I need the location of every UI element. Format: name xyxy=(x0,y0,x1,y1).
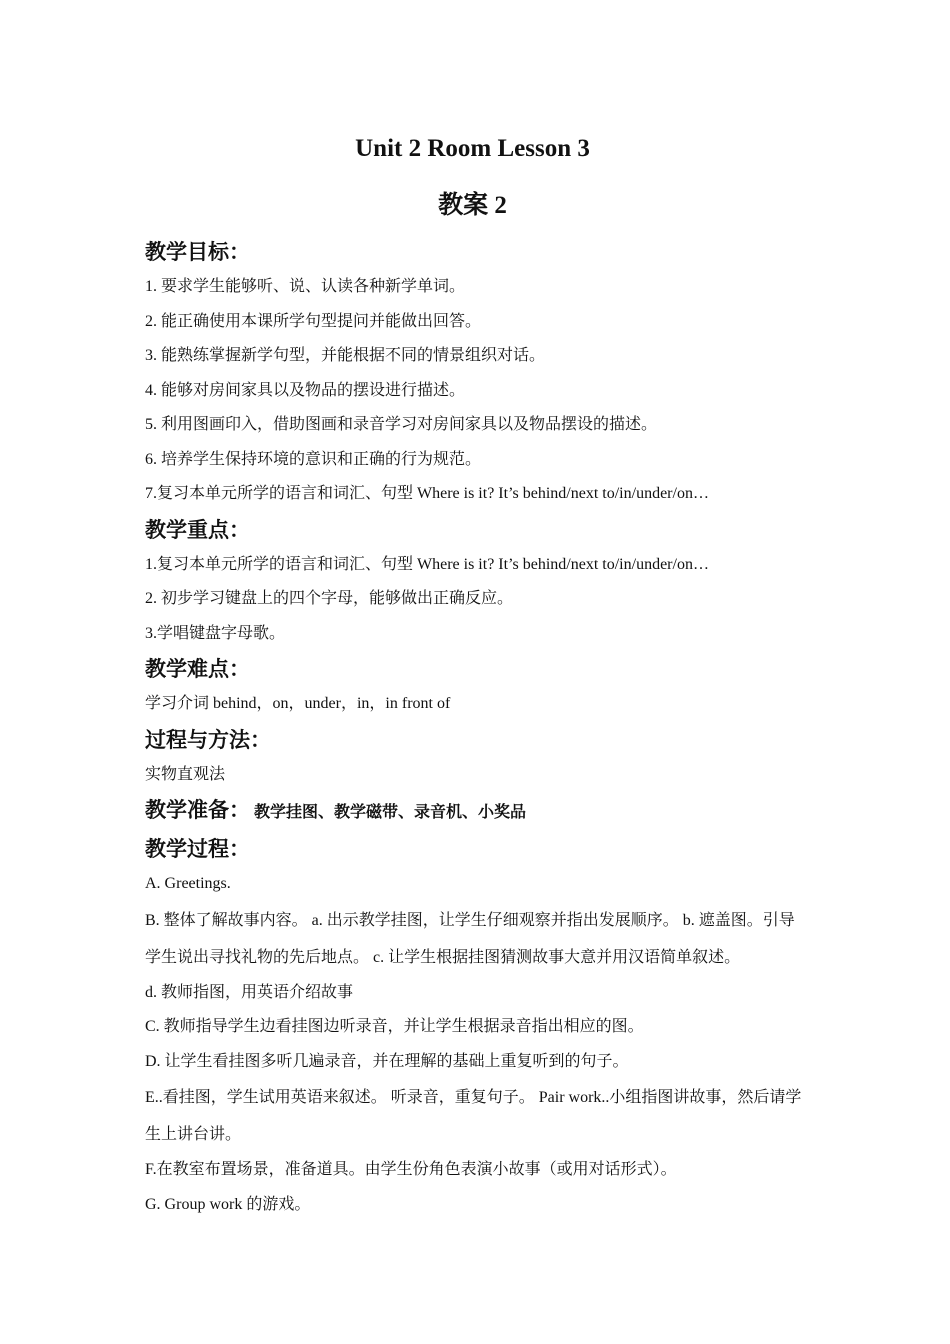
goal-item: 5. 利用图画印入，借助图画和录音学习对房间家具以及物品摆设的描述。 xyxy=(145,416,658,433)
process-heading: 教学过程： xyxy=(145,837,250,861)
process-item: B. 整体了解故事内容。 a. 出示教学挂图，让学生仔细观察并指出发展顺序。 b. 遮盖图。引导学生说出寻找礼物的先后地点。 c. 让学生根据挂图猜测故事大意并用汉语简单叙述。 xyxy=(145,911,795,966)
process-item: F.在教室布置场景，准备道具。由学生份角色表演小故事（或用对话形式）。 xyxy=(145,1161,677,1178)
goal-item: 6. 培养学生保持环境的意识和正确的行为规范。 xyxy=(145,450,482,468)
goal-item: 2. 能正确使用本课所学句型提问并能做出回答。 xyxy=(145,312,482,330)
methods-text: 实物直观法 xyxy=(145,765,226,783)
key-point-item: 2. 初步学习键盘上的四个字母，能够做出正确反应。 xyxy=(145,590,514,607)
process-item: d. 教师指图，用英语介绍故事 xyxy=(145,983,354,1001)
preparation-heading: 教学准备： xyxy=(145,798,250,822)
goal-item: 3. 能熟练掌握新学句型，并能根据不同的情景组织对话。 xyxy=(145,347,546,364)
preparation-text: 教学挂图、教学磁带、录音机、小奖品 xyxy=(254,804,527,821)
process-item: A. Greetings. xyxy=(145,875,231,892)
document-page xyxy=(145,126,810,1222)
goal-item: 7.复习本单元所学的语言和词汇、句型 Where is it? It’s behind/next to/in/under/on… xyxy=(145,485,709,502)
process-item: D. 让学生看挂图多听几遍录音，并在理解的基础上重复听到的句子。 xyxy=(145,1052,629,1070)
process-item: C. 教师指导学生边看挂图边听录音，并让学生根据录音指出相应的图。 xyxy=(145,1018,644,1035)
process-item: G. Group work 的游戏。 xyxy=(145,1195,311,1213)
key-point-item: 3.学唱键盘字母歌。 xyxy=(145,624,286,642)
key-points-heading: 教学重点： xyxy=(145,517,250,542)
document-subtitle: 教案 2 xyxy=(438,192,507,219)
difficulties-text: 学习介词 behind，on，under，in，in front of xyxy=(145,695,451,712)
process-item: E..看挂图，学生试用英语来叙述。 听录音，重复句子。 Pair work..小组指图讲故事，然后请学生上讲台讲。 xyxy=(145,1089,802,1143)
document-title: Unit 2 Room Lesson 3 xyxy=(355,135,590,162)
difficulties-heading: 教学难点： xyxy=(145,657,250,681)
goal-item: 1. 要求学生能够听、说、认读各种新学单词。 xyxy=(145,278,466,295)
methods-heading: 过程与方法： xyxy=(145,727,271,752)
goal-item: 4. 能够对房间家具以及物品的摆设进行描述。 xyxy=(145,381,466,399)
preparation-row xyxy=(145,792,810,831)
key-point-item: 1.复习本单元所学的语言和词汇、句型 Where is it? It’s behind/next to/in/under/on… xyxy=(145,555,709,573)
goals-heading: 教学目标： xyxy=(145,240,250,264)
